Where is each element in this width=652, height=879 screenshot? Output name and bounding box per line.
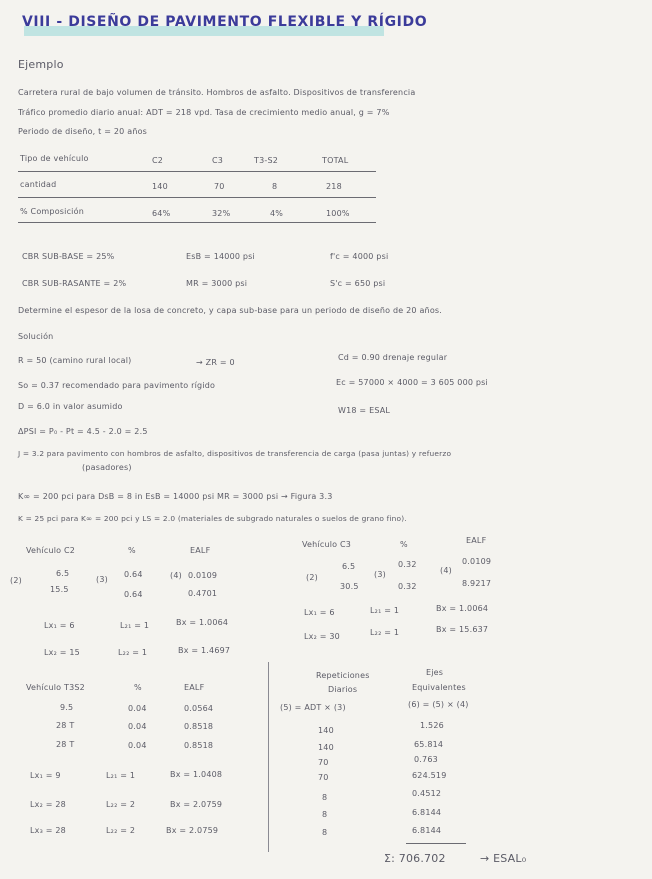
traffic-rule-2 (18, 197, 376, 198)
c3-header-pct: % (400, 540, 408, 549)
traffic-row1-total: 218 (326, 182, 342, 191)
c3-load-1: 6.5 (342, 562, 356, 571)
ejes-header-1: Ejes (426, 668, 444, 677)
t3s2-header-ealf: EALF (184, 683, 205, 692)
esal-sum-arrow: → ESAL₀ (480, 852, 527, 865)
ejes-header-formula: (6) = (5) × (4) (408, 700, 469, 709)
traffic-header-type: Tipo de vehículo (20, 154, 89, 163)
example-line-1: Carretera rural de bajo volumen de tránsito. Hombros de asfalto. Dispositivos de transferencia (18, 88, 416, 97)
c3-bx2: Bx = 15.637 (436, 625, 489, 634)
traffic-header-t3s2: T3-S2 (254, 156, 279, 165)
t3s2-bx2: Bx = 2.0759 (170, 800, 223, 809)
c2-col-num-3: (3) (96, 575, 108, 584)
c3-pct-1: 0.32 (398, 560, 417, 569)
param-cbr-subrasante: CBR SUB-RASANTE = 2% (22, 279, 127, 288)
param-sc: S'c = 650 psi (330, 279, 386, 288)
solution-r-arrow: → ZR = 0 (196, 358, 235, 367)
c2-ealf-1: 0.0109 (188, 571, 218, 580)
t3s2-load-1: 9.5 (60, 703, 74, 712)
traffic-row1-label: cantidad (20, 180, 57, 189)
c2-load-1: 6.5 (56, 569, 70, 578)
c2-header-pct: % (128, 546, 136, 555)
ejes-value-2: 65.814 (414, 740, 444, 749)
param-mr: MR = 3000 psi (186, 279, 248, 288)
c2-bx2: Bx = 1.4697 (178, 646, 231, 655)
param-cbr-subbase: CBR SUB-BASE = 25% (22, 252, 115, 261)
reps-left-rule (268, 662, 269, 852)
traffic-row1-c3: 70 (214, 182, 225, 191)
example-heading: Ejemplo (18, 58, 64, 71)
traffic-row2-total: 100% (326, 209, 350, 218)
solution-j-line-2: (pasadores) (82, 463, 132, 472)
solution-d: D = 6.0 in valor asumido (18, 402, 123, 411)
ejes-value-4: 624.519 (412, 771, 447, 780)
c3-bx1: Bx = 1.0064 (436, 604, 489, 613)
ejes-value-7: 6.8144 (412, 826, 442, 835)
reps-value-2: 140 (318, 743, 334, 752)
c2-pct-2: 0.64 (124, 590, 143, 599)
c3-load-2: 30.5 (340, 582, 359, 591)
reps-value-6: 8 (322, 810, 328, 819)
reps-header-2: Diarios (328, 685, 358, 694)
ejes-value-5: 0.4512 (412, 789, 442, 798)
traffic-rule-1 (18, 171, 376, 172)
t3s2-lx3: Lx₃ = 28 (30, 826, 66, 835)
t3s2-ealf-3: 0.8518 (184, 741, 214, 750)
c2-header-vehicle: Vehículo C2 (26, 546, 76, 555)
ejes-value-1: 1.526 (420, 721, 444, 730)
solution-k-line-2: K = 25 pci para K∞ = 200 pci y LS = 2.0 (materiales de subgrado naturales o suelos de grano fino). (18, 514, 407, 523)
reps-value-3: 70 (318, 758, 329, 767)
reps-value-5: 8 (322, 793, 328, 802)
c3-header-ealf: EALF (466, 536, 487, 545)
solution-ec: Ec = 57000 × 4000 = 3 605 000 psi (336, 378, 488, 387)
c3-l21: L₂₁ = 1 (370, 606, 400, 615)
reps-header-1: Repeticiones (316, 671, 370, 680)
c3-ealf-2: 8.9217 (462, 579, 492, 588)
traffic-row2-c3: 32% (212, 209, 231, 218)
t3s2-load-2: 28 T (56, 721, 75, 730)
solution-heading: Solución (18, 332, 54, 341)
esal-sum: Σ: 706.702 (384, 852, 446, 865)
ejes-sum-rule (406, 843, 466, 844)
solution-k-line-1: K∞ = 200 pci para DsB = 8 in EsB = 14000 psi MR = 3000 psi → Figura 3.3 (18, 492, 333, 501)
t3s2-l21: L₂₁ = 1 (106, 771, 136, 780)
c3-col-num-2: (2) (306, 573, 318, 582)
reps-value-4: 70 (318, 773, 329, 782)
traffic-row2-t3s2: 4% (270, 209, 284, 218)
c3-pct-2: 0.32 (398, 582, 417, 591)
ejes-header-2: Equivalentes (412, 683, 466, 692)
traffic-rule-3 (18, 222, 376, 223)
example-line-2: Tráfico promedio diario anual: ADT = 218 vpd. Tasa de crecimiento medio anual, g = 7% (18, 108, 390, 117)
reps-value-1: 140 (318, 726, 334, 735)
c2-load-2: 15.5 (50, 585, 69, 594)
t3s2-header-pct: % (134, 683, 142, 692)
traffic-header-c2: C2 (152, 156, 164, 165)
solution-psi: ΔPSI = P₀ - Pt = 4.5 - 2.0 = 2.5 (18, 427, 148, 436)
c2-lx2: Lx₂ = 15 (44, 648, 80, 657)
t3s2-pct-2: 0.04 (128, 722, 147, 731)
t3s2-lx2: Lx₂ = 28 (30, 800, 66, 809)
c2-bx1: Bx = 1.0064 (176, 618, 229, 627)
ejes-value-6: 6.8144 (412, 808, 442, 817)
param-fc: f'c = 4000 psi (330, 252, 389, 261)
traffic-row1-t3s2: 8 (272, 182, 278, 191)
traffic-row1-c2: 140 (152, 182, 168, 191)
t3s2-load-3: 28 T (56, 740, 75, 749)
c3-lx2: Lx₂ = 30 (304, 632, 340, 641)
c3-col-num-4: (4) (440, 566, 452, 575)
traffic-row2-label: % Composición (20, 207, 84, 216)
param-esb: EsB = 14000 psi (186, 252, 255, 261)
solution-cd: Cd = 0.90 drenaje regular (338, 353, 448, 362)
t3s2-lx1: Lx₁ = 9 (30, 771, 61, 780)
reps-value-7: 8 (322, 828, 328, 837)
solution-w18: W18 = ESAL (338, 406, 391, 415)
traffic-row2-c2: 64% (152, 209, 171, 218)
c3-header-vehicle: Vehículo C3 (302, 540, 352, 549)
traffic-header-total: TOTAL (322, 156, 349, 165)
c3-ealf-1: 0.0109 (462, 557, 492, 566)
t3s2-bx3: Bx = 2.0759 (166, 826, 219, 835)
t3s2-pct-3: 0.04 (128, 741, 147, 750)
task-statement: Determine el espesor de la losa de concreto, y capa sub-base para un periodo de diseño de 20 años. (18, 306, 443, 315)
t3s2-l22: L₂₂ = 2 (106, 800, 136, 809)
c2-ealf-2: 0.4701 (188, 589, 218, 598)
traffic-header-c3: C3 (212, 156, 224, 165)
t3s2-header-vehicle: Vehículo T3S2 (26, 683, 85, 692)
reps-header-formula: (5) = ADT × (3) (280, 703, 346, 712)
t3s2-l23: L₂₂ = 2 (106, 826, 136, 835)
c2-lx1: Lx₁ = 6 (44, 621, 75, 630)
t3s2-ealf-2: 0.8518 (184, 722, 214, 731)
example-line-3: Periodo de diseño, t = 20 años (18, 127, 148, 136)
c3-col-num-3: (3) (374, 570, 386, 579)
t3s2-bx1: Bx = 1.0408 (170, 770, 223, 779)
solution-j-line-1: J = 3.2 para pavimento con hombros de asfalto, dispositivos de transferencia de carga (pasa juntas) y refuerzo (18, 449, 452, 458)
c2-l22: L₂₂ = 1 (118, 648, 148, 657)
c2-pct-1: 0.64 (124, 570, 143, 579)
solution-so: So = 0.37 recomendado para pavimento rígido (18, 381, 216, 390)
ejes-value-3: 0.763 (414, 755, 438, 764)
t3s2-pct-1: 0.04 (128, 704, 147, 713)
c3-lx1: Lx₁ = 6 (304, 608, 335, 617)
page-title: VIII - DISEÑO DE PAVIMENTO FLEXIBLE Y RÍGIDO (22, 14, 428, 30)
t3s2-ealf-1: 0.0564 (184, 704, 214, 713)
c2-l21: L₂₁ = 1 (120, 621, 150, 630)
solution-r: R = 50 (camino rural local) (18, 356, 132, 365)
c2-header-ealf: EALF (190, 546, 211, 555)
c2-col-num-4: (4) (170, 571, 182, 580)
c2-col-num-2: (2) (10, 576, 22, 585)
c3-l22: L₂₂ = 1 (370, 628, 400, 637)
